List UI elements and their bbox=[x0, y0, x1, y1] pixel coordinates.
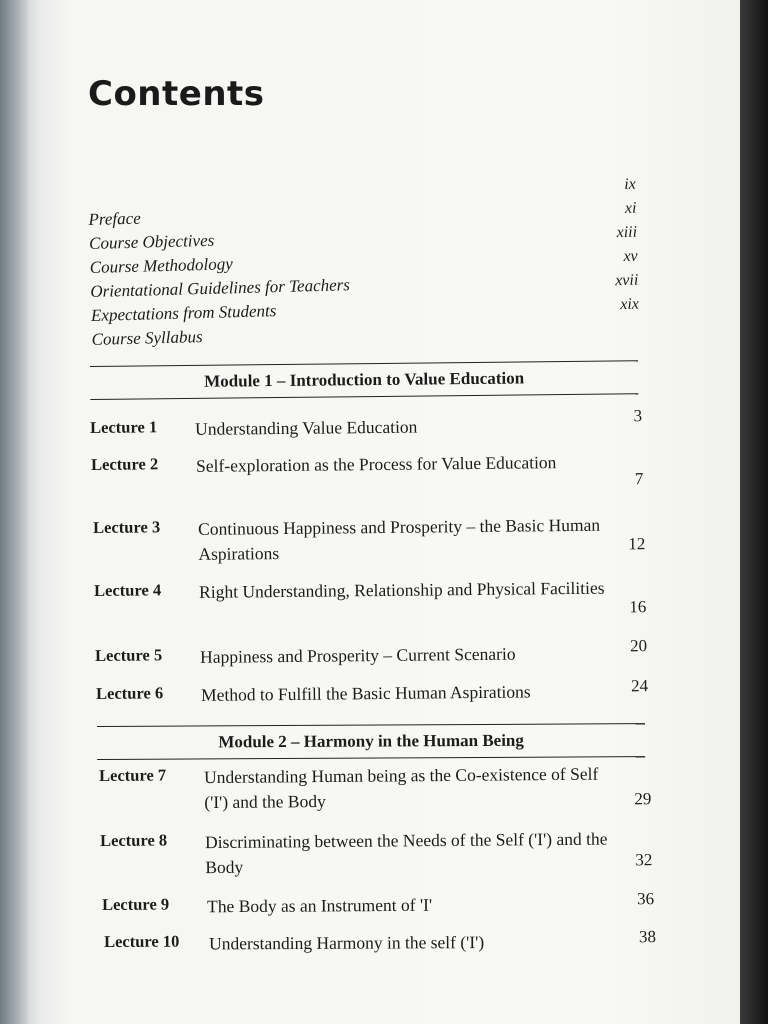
module-heading: Module 2 – Harmony in the Human Being bbox=[97, 723, 645, 760]
toc-entry bbox=[93, 512, 646, 564]
lecture-number: Lecture 4 bbox=[94, 580, 162, 600]
lecture-number: Lecture 3 bbox=[93, 517, 161, 537]
lecture-number: Lecture 2 bbox=[91, 454, 159, 474]
front-matter-list bbox=[88, 175, 640, 349]
lecture-page: 38 bbox=[638, 927, 657, 947]
toc-entry bbox=[104, 927, 657, 954]
front-matter-title: Course Syllabus bbox=[91, 327, 203, 349]
front-matter-page: xiii bbox=[616, 223, 638, 242]
lecture-title: Self-exploration as the Process for Value Education bbox=[196, 452, 557, 476]
toc-entry bbox=[96, 676, 649, 705]
toc-entry bbox=[94, 575, 647, 617]
lecture-title: The Body as an Instrument of 'I' bbox=[207, 894, 433, 917]
toc-entry bbox=[99, 761, 652, 813]
lecture-number: Lecture 7 bbox=[99, 765, 167, 785]
front-matter-title: Preface bbox=[88, 208, 141, 229]
lecture-number: Lecture 1 bbox=[90, 417, 158, 437]
lecture-number: Lecture 5 bbox=[95, 645, 163, 665]
toc-entry bbox=[91, 449, 644, 489]
lecture-page: 7 bbox=[634, 469, 644, 489]
book-spine bbox=[0, 0, 28, 1024]
lecture-title: Discriminating between the Needs of the Self ('I') and the Body bbox=[205, 828, 608, 878]
front-matter-title: Course Methodology bbox=[89, 254, 234, 277]
lecture-number: Lecture 6 bbox=[96, 683, 164, 703]
front-matter-title: Course Objectives bbox=[88, 230, 215, 253]
lecture-title: Method to Fulfill the Basic Human Aspirations bbox=[201, 681, 531, 705]
lecture-page: 12 bbox=[628, 534, 646, 554]
lecture-title: Understanding Human being as the Co-existence of Self ('I') and the Body bbox=[204, 763, 599, 813]
lecture-page: 16 bbox=[629, 597, 647, 617]
toc-entry bbox=[100, 826, 653, 878]
contents-heading: Contents bbox=[88, 74, 265, 114]
lecture-page: 20 bbox=[629, 636, 648, 656]
front-matter-page: xvii bbox=[614, 271, 639, 290]
lecture-page: 29 bbox=[634, 789, 652, 809]
toc-entry bbox=[90, 406, 643, 439]
lecture-page: 32 bbox=[635, 850, 653, 870]
lecture-number: Lecture 8 bbox=[100, 830, 168, 850]
front-matter-page: xi bbox=[624, 199, 637, 217]
lecture-page: 24 bbox=[630, 676, 649, 696]
lecture-title: Continuous Happiness and Prosperity – the Basic Human Aspirations bbox=[198, 514, 601, 564]
lecture-page: 3 bbox=[633, 406, 643, 426]
front-matter-page: ix bbox=[624, 175, 636, 193]
lecture-number: Lecture 10 bbox=[104, 931, 180, 951]
front-matter-page: xix bbox=[620, 295, 640, 314]
front-matter-title: Orientational Guidelines for Teachers bbox=[90, 275, 351, 301]
lecture-number: Lecture 9 bbox=[102, 894, 170, 914]
lecture-title: Right Understanding, Relationship and Physical Facilities bbox=[199, 577, 605, 602]
lecture-title: Happiness and Prosperity – Current Scenario bbox=[200, 643, 516, 667]
front-matter-page: xv bbox=[623, 247, 638, 265]
toc-entry bbox=[102, 889, 655, 917]
lecture-title: Understanding Harmony in the self ('I') bbox=[209, 932, 485, 954]
module-heading: Module 1 – Introduction to Value Education bbox=[90, 360, 638, 400]
lecture-page: 36 bbox=[636, 889, 655, 909]
toc-entry bbox=[95, 636, 648, 667]
book-background-edge bbox=[740, 0, 768, 1024]
front-matter-title: Expectations from Students bbox=[90, 301, 277, 325]
lecture-title: Understanding Value Education bbox=[195, 416, 418, 439]
